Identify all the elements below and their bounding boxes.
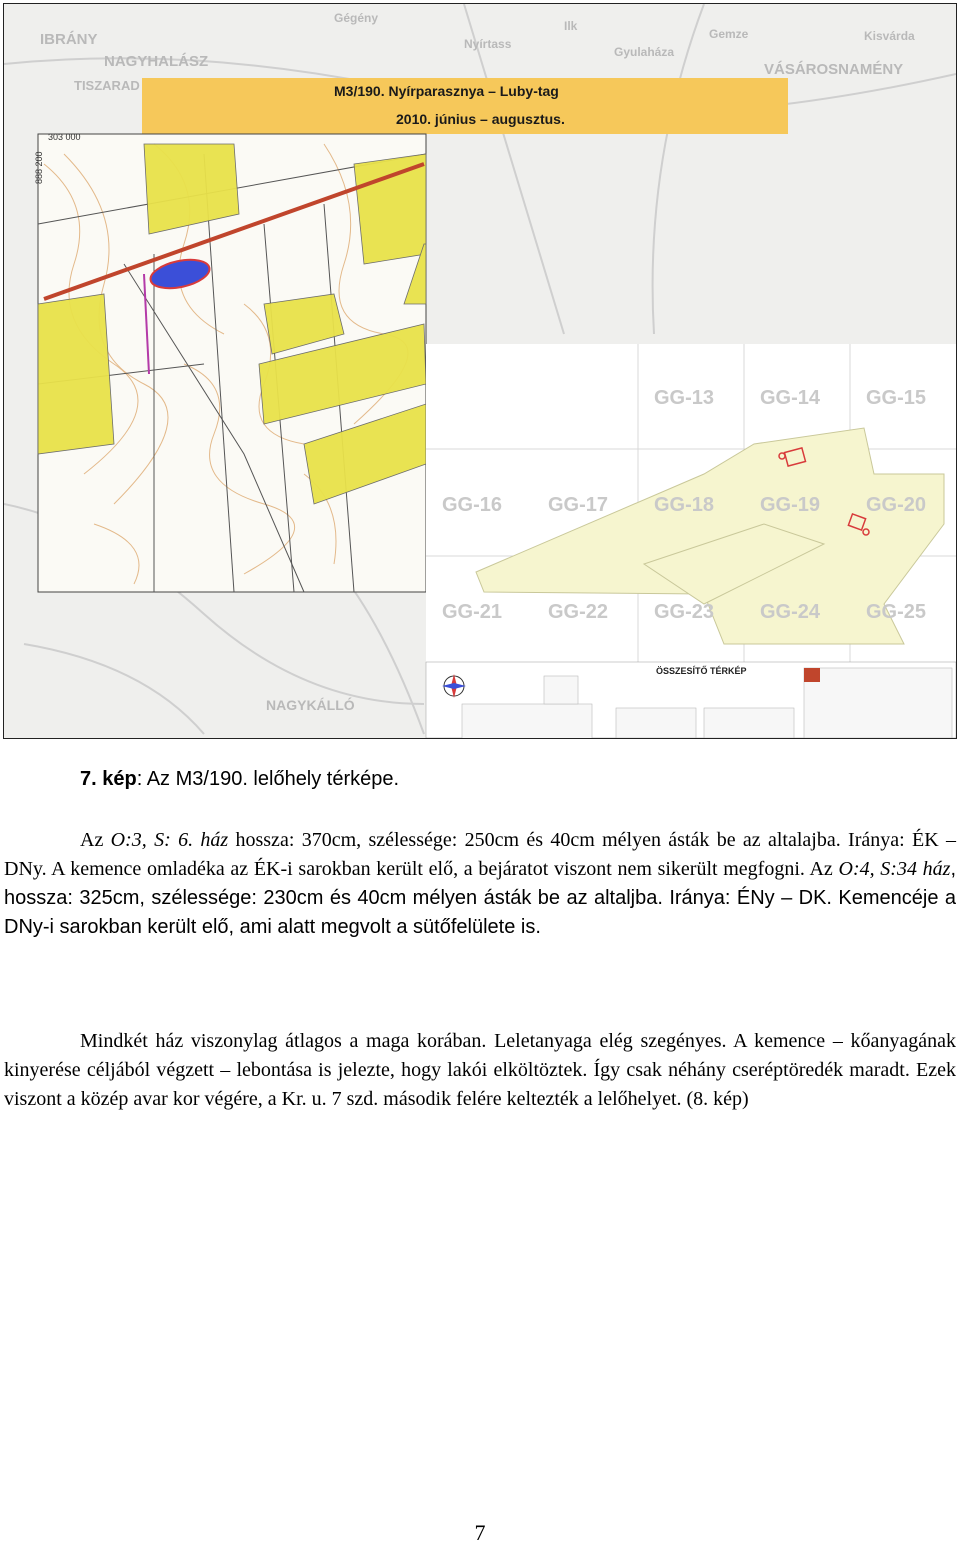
p1-text-a: Az [80,829,111,851]
grid-cell-label: GG-19 [760,494,821,516]
town-label: Ilk [564,19,578,33]
grid-cell-label: GG-21 [442,601,503,623]
town-label: NAGYHALÁSZ [104,53,209,70]
topographic-map-panel [34,132,426,592]
legend-title-block [426,662,956,738]
town-label: Nyírtass [464,37,512,51]
sheet-title: ÖSSZESÍTŐ TÉRKÉP [656,666,747,676]
town-label: TISZARAD [74,78,140,93]
town-label: Kisvárda [864,29,915,43]
p1-text-e: , hossza: 325cm, szélessége: 230cm és 40cm mélyen ásták be az altaljba. Iránya: ÉNy – DK. Kemencéje a DNy-i sarokban került elő, ami alatt megvolt a sütőfelülete is. [4,858,957,938]
p1-house-ref-2: O:4, S:34 ház [838,858,951,880]
grid-cell-label: GG-13 [654,387,715,409]
p1-house-ref-1: O:3, S: 6. ház [110,829,229,851]
institution-logo [804,668,820,682]
grid-cell-label: GG-14 [760,387,821,409]
grid-cell-label: GG-20 [866,494,927,516]
grid-cell-label: GG-17 [548,494,609,516]
grid-cell-label: GG-15 [866,387,927,409]
page-number: 7 [474,1520,486,1545]
figure-caption [80,768,399,791]
town-label: Gyulaháza [614,45,675,59]
town-label: Gégény [334,11,379,25]
town-label: IBRÁNY [40,31,98,48]
town-label: NAGYKÁLLÓ [266,697,355,713]
p1-text-c: hossza: 370cm, szélessége: 250cm és 40cm mélyen ásták be az altalajba. Iránya: ÉK – DNy. A kemence omladéka az ÉK-i sarokban került elő, a bejáratot viszont nem sikerült megfogni. Az [4,829,956,880]
grid-cell-label: GG-25 [866,601,927,623]
coord-top: 303 000 [48,132,81,142]
grid-cell-label: GG-22 [548,601,609,623]
caption-text: : Az M3/190. lelőhely térképe. [136,768,400,790]
grid-cell-label: GG-16 [442,494,503,516]
banner-date: 2010. június – augusztus. [396,111,565,127]
paragraph-2: Mindkét ház viszonylag átlagos a maga korában. Leletanyaga elég szegényes. A kemence – kőanyagának kinyerése céljából végzett – lebontása is jelezte, hogy lakói elköltöztek. Így csak néhány cseréptöredék maradt. Ezek viszont a közép avar kor végére, a Kr. u. 7 szd. második felére keltezték a lelőhelyet. (8. kép) [4,1030,956,1110]
town-label: VÁSÁROSNAMÉNY [764,61,904,78]
grid-cell-label: GG-24 [760,601,821,623]
caption-label: 7. kép [80,768,137,790]
site-map-figure [3,3,957,739]
excavation-grid-panel [426,344,956,662]
grid-cell-label: GG-18 [654,494,715,516]
coord-side: 888 200 [34,151,44,184]
banner-title: M3/190. Nyírparasznya – Luby-tag [334,83,559,99]
paragraph-1 [4,826,956,942]
grid-cell-label: GG-23 [654,601,715,623]
town-label: Gemze [709,27,749,41]
